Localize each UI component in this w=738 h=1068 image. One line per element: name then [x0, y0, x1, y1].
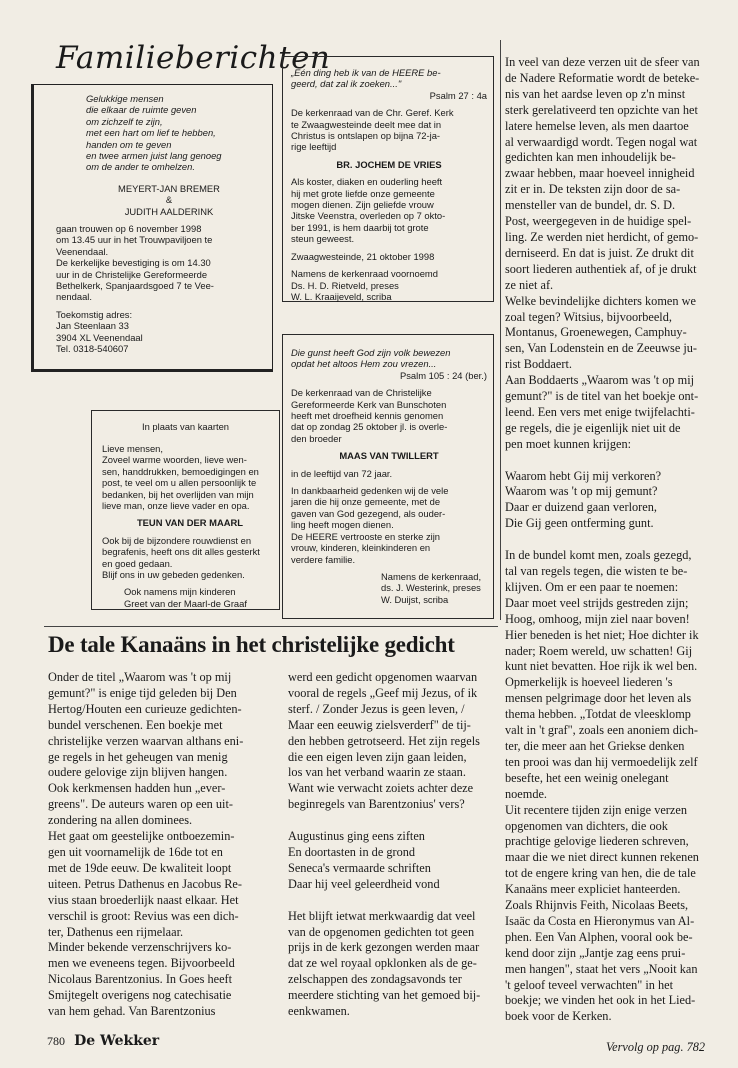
right-column — [505, 55, 730, 1025]
text-line: Hier beneden is het niet; Hoe dichter ik — [505, 627, 699, 642]
text-line: vooral de regels „Geef mij Jezus, of ik — [288, 685, 478, 700]
text-line: Aan Boddaerts „Waarom was 't op mij — [505, 373, 695, 388]
groom-name: MEYERT-JAN BREMER — [118, 183, 220, 194]
text-line: prijs in de kerk gezongen werden maar — [288, 940, 480, 955]
quote-line: Die gunst heeft God zijn volk bewezen — [291, 347, 451, 358]
text-line: Nicolaus Barentzonius. In Goes heeft — [48, 972, 233, 987]
text-line: kend door zijn „Jantje zag eens prui- — [505, 945, 686, 960]
text-line: boekje; we vinden het ook in het Lied- — [505, 993, 696, 1008]
text-line: ze niet af. — [505, 277, 554, 292]
text-line: vius staan broederlijk naast elkaar. Het — [48, 892, 239, 907]
thanks-text: Blijf ons in uw gebeden gedenken. — [102, 569, 245, 581]
text-line — [288, 893, 503, 909]
text-line: Uit recentere tijden zijn enige verzen — [505, 802, 687, 817]
text-line: Daar moet veel strijds gestreden zijn; — [505, 595, 689, 610]
notice-text: hij met grote liefde onze gemeente — [291, 187, 435, 199]
thanks-text: bedanken, bij het overlijden van mijn — [102, 488, 254, 500]
text-line: Het gaat om geestelijke ontboezemin- — [48, 829, 235, 844]
text-line: Maar een eeuwig zielsverderf" de tij- — [288, 717, 471, 732]
text-line: Daar hij veel geleerdheid vond — [288, 876, 440, 891]
notice-text: den broeder — [291, 432, 342, 444]
notice-text: mogen dienen. Zijn geliefde vrouw — [291, 199, 434, 211]
text-line: men we eveneens tegen. Bijvoorbeeld — [48, 956, 235, 971]
page-number: 780 — [47, 1034, 65, 1048]
deceased-name: BR. JOCHEM DE VRIES — [336, 158, 442, 170]
text-line: Daar er duizend gaan verloren, — [505, 500, 657, 515]
address-line: 3904 XL Veenendaal — [56, 331, 143, 343]
thanks-text: en goed gedaan. — [102, 557, 173, 569]
deceased-name: TEUN VAN DER MAARL — [136, 517, 244, 529]
text-line: Zoals Rhijnvis Feith, Nicolaas Beets, — [505, 898, 689, 913]
notice-text: steun geweest. — [291, 233, 355, 245]
text-line: dat ze wel royaal opklonken als de ge- — [288, 956, 477, 971]
thanks-text: post, te veel om u allen persoonlijk te — [102, 477, 257, 489]
notice-text: gaven van God gezegend, als ouder- — [291, 507, 446, 519]
poem-line: met een hart om lief te hebben, — [86, 127, 216, 139]
notice-text: verdere familie. — [291, 553, 356, 565]
thanks-text: Zoveel warme woorden, lieve wen- — [102, 454, 247, 466]
signature-line: Namens de kerkenraad, — [381, 570, 482, 582]
notice-text: De kerkenraad van de Chr. Geref. Kerk — [291, 107, 454, 119]
notice-text: rige leeftijd — [291, 141, 337, 153]
text-line: gemunt?" is de titel van het boekje ont- — [505, 389, 699, 404]
wedding-text: uur in de Christelijke Gereformeerde — [56, 268, 208, 280]
text-line: derniseerd. En dat is juist. Ze drukt dit — [505, 245, 694, 260]
text-line: meerdere stichting van het gemoed bij- — [288, 988, 481, 1003]
scripture-ref: Psalm 27 : 4a — [429, 89, 487, 101]
text-line — [505, 532, 730, 548]
text-line: Opmerkelijk is hoeveel liederen 's — [505, 675, 673, 690]
text-line: Hertog/Houten een curieuze gedichten- — [48, 701, 242, 716]
text-line: Seneca's vermaarde schriften — [288, 860, 431, 875]
text-line: besefte, het een weinig onelegant — [505, 770, 669, 785]
text-line — [288, 813, 503, 829]
text-line: maar die we niet direct kunnen rekenen — [505, 850, 699, 865]
notice-text: jaren die hij onze gemeente, met de — [291, 496, 441, 508]
text-line: phen. Een Van Alphen, vooral ook be- — [505, 929, 693, 944]
quote-line: opdat het altoos Hem zou vrezen... — [291, 358, 437, 370]
wedding-text: gaan trouwen op 6 november 1998 — [56, 223, 202, 234]
signature-line: ds. J. Westerink, preses — [381, 582, 481, 594]
text-line: los van het verband waarin ze staan. — [288, 765, 466, 780]
text-line: van hem gehad. Van Barentzonius — [48, 1004, 216, 1019]
text-line: thema hebben. „Totdat de vleesklomp — [505, 707, 691, 722]
thanks-text: Ook bij de bijzondere rouwdienst en — [102, 534, 252, 546]
column-divider — [500, 40, 501, 620]
announcement-van-twillert — [282, 334, 494, 619]
magazine-name: De Wekker — [74, 1033, 160, 1049]
text-line: En doortasten in de grond — [288, 844, 416, 859]
text-line: prachtige gelovige liederen schreven, — [505, 834, 689, 849]
text-line: Hoog, omhoog, mijn ziel naar boven! — [505, 611, 690, 626]
text-line: Minder bekende verzenschrijvers ko- — [48, 940, 232, 955]
poem-line: Gelukkige mensen — [86, 93, 164, 104]
wedding-text: nendaal. — [56, 291, 92, 303]
poem-line: handen om te geven — [86, 138, 172, 150]
text-line: zoal tegen? Witsius, bijvoorbeeld, — [505, 309, 672, 324]
signature-line: Greet van der Maarl-de Graaf — [124, 597, 247, 609]
text-line: ge regels, die je eigenlijk niet uit de — [505, 420, 681, 435]
text-line: gen uit voornamelijk de 16de tot en — [48, 844, 223, 859]
text-line: die een eigen leven zijn gaan leiden, — [288, 749, 467, 764]
text-line: ling. Ze werden niet herdicht, of gemo- — [505, 229, 699, 244]
poem-line: om zichzelf te zijn, — [86, 115, 163, 127]
notice-text: De kerkenraad van de Christelijke — [291, 387, 432, 399]
continued-note: Vervolg op pag. 782 — [606, 1040, 706, 1054]
notice-text: Gereformeerde Kerk van Bunschoten — [291, 398, 447, 410]
notice-text: heeft met droefheid kennis genomen — [291, 410, 444, 422]
text-line: Smijtegelt overigens nog catechisatie — [48, 988, 232, 1003]
signature-line: W. Duijst, scriba — [381, 593, 449, 605]
bride-name: JUDITH AALDERINK — [124, 205, 214, 217]
text-line: greens". De auteurs waren op een uit- — [48, 797, 233, 812]
place-date: Zwaagwesteinde, 21 oktober 1998 — [291, 250, 435, 262]
ampersand: & — [165, 194, 173, 206]
notice-text: te Zwaagwesteinde deelt mee dat in — [291, 118, 442, 130]
text-line: ge regels in het geheugen van menig — [48, 749, 228, 764]
notice-text: ling heeft mogen dienen. — [291, 519, 394, 531]
signature-line: W. L. Kraaijeveld, scriba — [291, 290, 392, 302]
text-line: nis van het aardse leven op z'n minst — [505, 86, 686, 101]
address-line: Jan Steenlaan 33 — [56, 320, 129, 332]
text-line: boek voor de Kerken. — [505, 1009, 612, 1024]
thanks-text: sen, handdrukken, bemoedigingen en — [102, 465, 259, 477]
text-line: Montanus, Groenewegen, Camphuy- — [505, 325, 687, 340]
signature-line: Ook namens mijn kinderen — [124, 586, 236, 598]
text-line: nader; Roem wereld, uw schatten! Gij — [505, 643, 693, 658]
text-line: gemunt?" is enige tijd geleden bij Den — [48, 685, 237, 700]
text-line: In de bundel komt men, zoals gezegd, — [505, 548, 692, 563]
notice-text: Als koster, diaken en ouderling heeft — [291, 176, 443, 188]
text-line: sterf. / Zonder Jezus is geen leven, / — [288, 701, 465, 716]
text-line: Augustinus ging eens ziften — [288, 829, 425, 844]
deceased-name: MAAS VAN TWILLERT — [339, 450, 439, 462]
text-line: zondering na allen dominees. — [48, 813, 193, 828]
notice-text: In dankbaarheid gedenken wij de vele — [291, 485, 449, 497]
wedding-text: Bethelkerk, Spanjaardsgoed 7 te Vee- — [56, 280, 214, 292]
text-line: Het blijft ietwat merkwaardig dat veel — [288, 908, 476, 923]
text-line: al verwaardigd wordt. Tegen nogal wat — [505, 134, 698, 149]
wedding-text: De kerkelijke bevestiging is om 14.30 — [56, 257, 211, 269]
text-line: de Nadere Reformatie wordt de beteke- — [505, 70, 700, 85]
article-rule — [44, 626, 498, 627]
scripture-ref: Psalm 105 : 24 (ber.) — [399, 369, 487, 381]
announcement-thanks — [91, 410, 280, 610]
page-footer — [47, 1030, 159, 1049]
text-line: pen moet kunnen krijgen: — [505, 436, 632, 451]
wedding-poem — [86, 93, 222, 173]
text-line: werd een gedicht opgenomen waarvan — [288, 670, 478, 684]
text-line: Want wie verwacht zoiets achter deze — [288, 781, 474, 796]
announcement-de-vries — [282, 56, 494, 302]
quote-line: „Eén ding heb ik van de HEERE be- — [291, 67, 441, 78]
notice-text: De HEERE vertrooste en sterke zijn — [291, 530, 441, 542]
thanks-text: Lieve mensen, — [102, 443, 163, 454]
text-line: zwaar hebben, maar hoeveel innigheid — [505, 166, 695, 181]
text-line: christelijke verzen waarvan althans eni- — [48, 733, 244, 748]
text-line: Ook kerkmensen hadden hun „ever- — [48, 781, 226, 796]
address-line: Tel. 0318-540607 — [56, 343, 129, 355]
poem-line: en twee armen juist lang genoeg — [86, 150, 222, 162]
signature-line: Namens de kerkenraad voornoemd — [291, 268, 438, 280]
text-line: bundel verschenen. Een boekje met — [48, 717, 223, 732]
text-line: kunt niet bevatten. Hoe rijk ik wel ben. — [505, 659, 698, 674]
text-line: sterk gerelativeerd ten opzichte van het — [505, 102, 698, 117]
notice-text: dat op zondag 25 oktober jl. is overle- — [291, 421, 448, 433]
text-line: sen, Van Lodenstein en de Zeeuwse ju- — [505, 341, 698, 356]
text-line: Onder de titel „Waarom was 't op mij — [48, 670, 232, 684]
text-line: noemde. — [505, 786, 548, 801]
quote-line: geerd, dat zal ik zoeken..." — [291, 78, 402, 90]
thanks-text: begrafenis, heeft ons dit alles gesterkt — [102, 546, 260, 558]
text-line: Die Gij geen ontferming gunt. — [505, 516, 654, 531]
text-line: mensen pelgrimage door het leven als — [505, 691, 692, 706]
text-line: mensteller van de bundel, dr. S. D. — [505, 198, 676, 213]
text-line: ter, die meer aan het Griekse denken — [505, 738, 685, 753]
text-line: Waarom was 't op mij gemunt? — [505, 484, 658, 499]
notice-text: ber 1991, is hem daarbij tot grote — [291, 221, 429, 233]
text-line: valt in 't graf", zoals een anoniem dich- — [505, 723, 698, 738]
poem-line: die elkaar de ruimte geven — [86, 104, 197, 116]
age-line: in de leeftijd van 72 jaar. — [291, 467, 393, 479]
text-line: ter, Dathenus een rijmelaar. — [48, 924, 184, 939]
text-line: latere hemelse leven, als men daartoe — [505, 118, 689, 133]
section-title: Familieberichten — [56, 40, 331, 76]
text-line: uiteen. Petrus Dathenus en Jacobus Re- — [48, 876, 242, 891]
text-line: van de opgenomen gedichten tot geen — [288, 924, 475, 939]
text-line: leend. Een vers met enige twijfelachti- — [505, 404, 695, 419]
wedding-text: Veenendaal. — [56, 245, 109, 257]
notice-text: Christus is ontslapen op bijna 72-ja- — [291, 130, 441, 142]
notice-text: Jitske Veenstra, overleden op 7 okto- — [291, 210, 446, 222]
text-line: eenkwamen. — [288, 1004, 350, 1019]
text-line: ten prooi was dan hij vermoedelijk zelf — [505, 754, 698, 769]
text-line: Waarom hebt Gij mij verkoren? — [505, 468, 662, 483]
signature-line: Ds. H. D. Rietveld, preses — [291, 279, 399, 291]
thanks-text: lieve man, onze lieve vader en opa. — [102, 500, 250, 512]
text-line: 't geloof teveel verwachten" in het — [505, 977, 674, 992]
text-line: verschil is groot: Revius was een dich- — [48, 908, 239, 923]
text-line: soort liederen authentiek af, of je drukt — [505, 261, 697, 276]
poem-line: om de ander te omhelzen. — [86, 161, 195, 173]
article-title: De tale Kanaäns in het christelijke gedicht — [48, 632, 455, 657]
text-line: Isaäc da Costa en Hieronymus van Al- — [505, 913, 695, 928]
text-line: In veel van deze verzen uit de sfeer van — [505, 55, 700, 69]
text-line: klijven. Om er een paar te noemen: — [505, 579, 679, 594]
text-line: met de 19de eeuw. De kwaliteit loopt — [48, 860, 232, 875]
text-line: opgenomen van dichters, die ook — [505, 818, 668, 833]
text-line: Kanaäns meer expliciet hanteerden. — [505, 882, 681, 897]
wedding-text: om 13.45 uur in het Trouwpaviljoen te — [56, 234, 213, 246]
announcement-wedding — [31, 84, 273, 372]
notice-text: vrouw, kinderen, kleinkinderen en — [291, 542, 431, 554]
text-line: rist Boddaert. — [505, 357, 572, 372]
text-line: zelschappen des zondagsavonds ter — [288, 972, 462, 987]
text-line: tot de engere kring van hen, die de tale — [505, 866, 696, 881]
text-line: Post, weergegeven in de huidige spel- — [505, 214, 692, 229]
text-line: beginregels van Barentzonius' vers? — [288, 797, 465, 812]
thanks-header: In plaats van kaarten — [141, 421, 230, 432]
text-line: Welke bevindelijke dichters komen we — [505, 293, 696, 308]
text-line: oudere gelovige zijn blijven hangen. — [48, 765, 228, 780]
text-line: den hebben getrotseerd. Het zijn regels — [288, 733, 480, 748]
text-line: gedichten kan men inhoudelijk be- — [505, 150, 676, 165]
article-column-1 — [48, 670, 270, 1020]
text-line: zit er in. De teksten zijn door de sa- — [505, 182, 681, 197]
text-line: tal van regels tegen, die wisten te be- — [505, 564, 688, 578]
address-line: Toekomstig adres: — [56, 308, 133, 320]
text-line — [505, 453, 730, 469]
text-line: men hangen", staat het vers „Nooit kan — [505, 961, 698, 976]
article-column-2 — [288, 670, 503, 1020]
